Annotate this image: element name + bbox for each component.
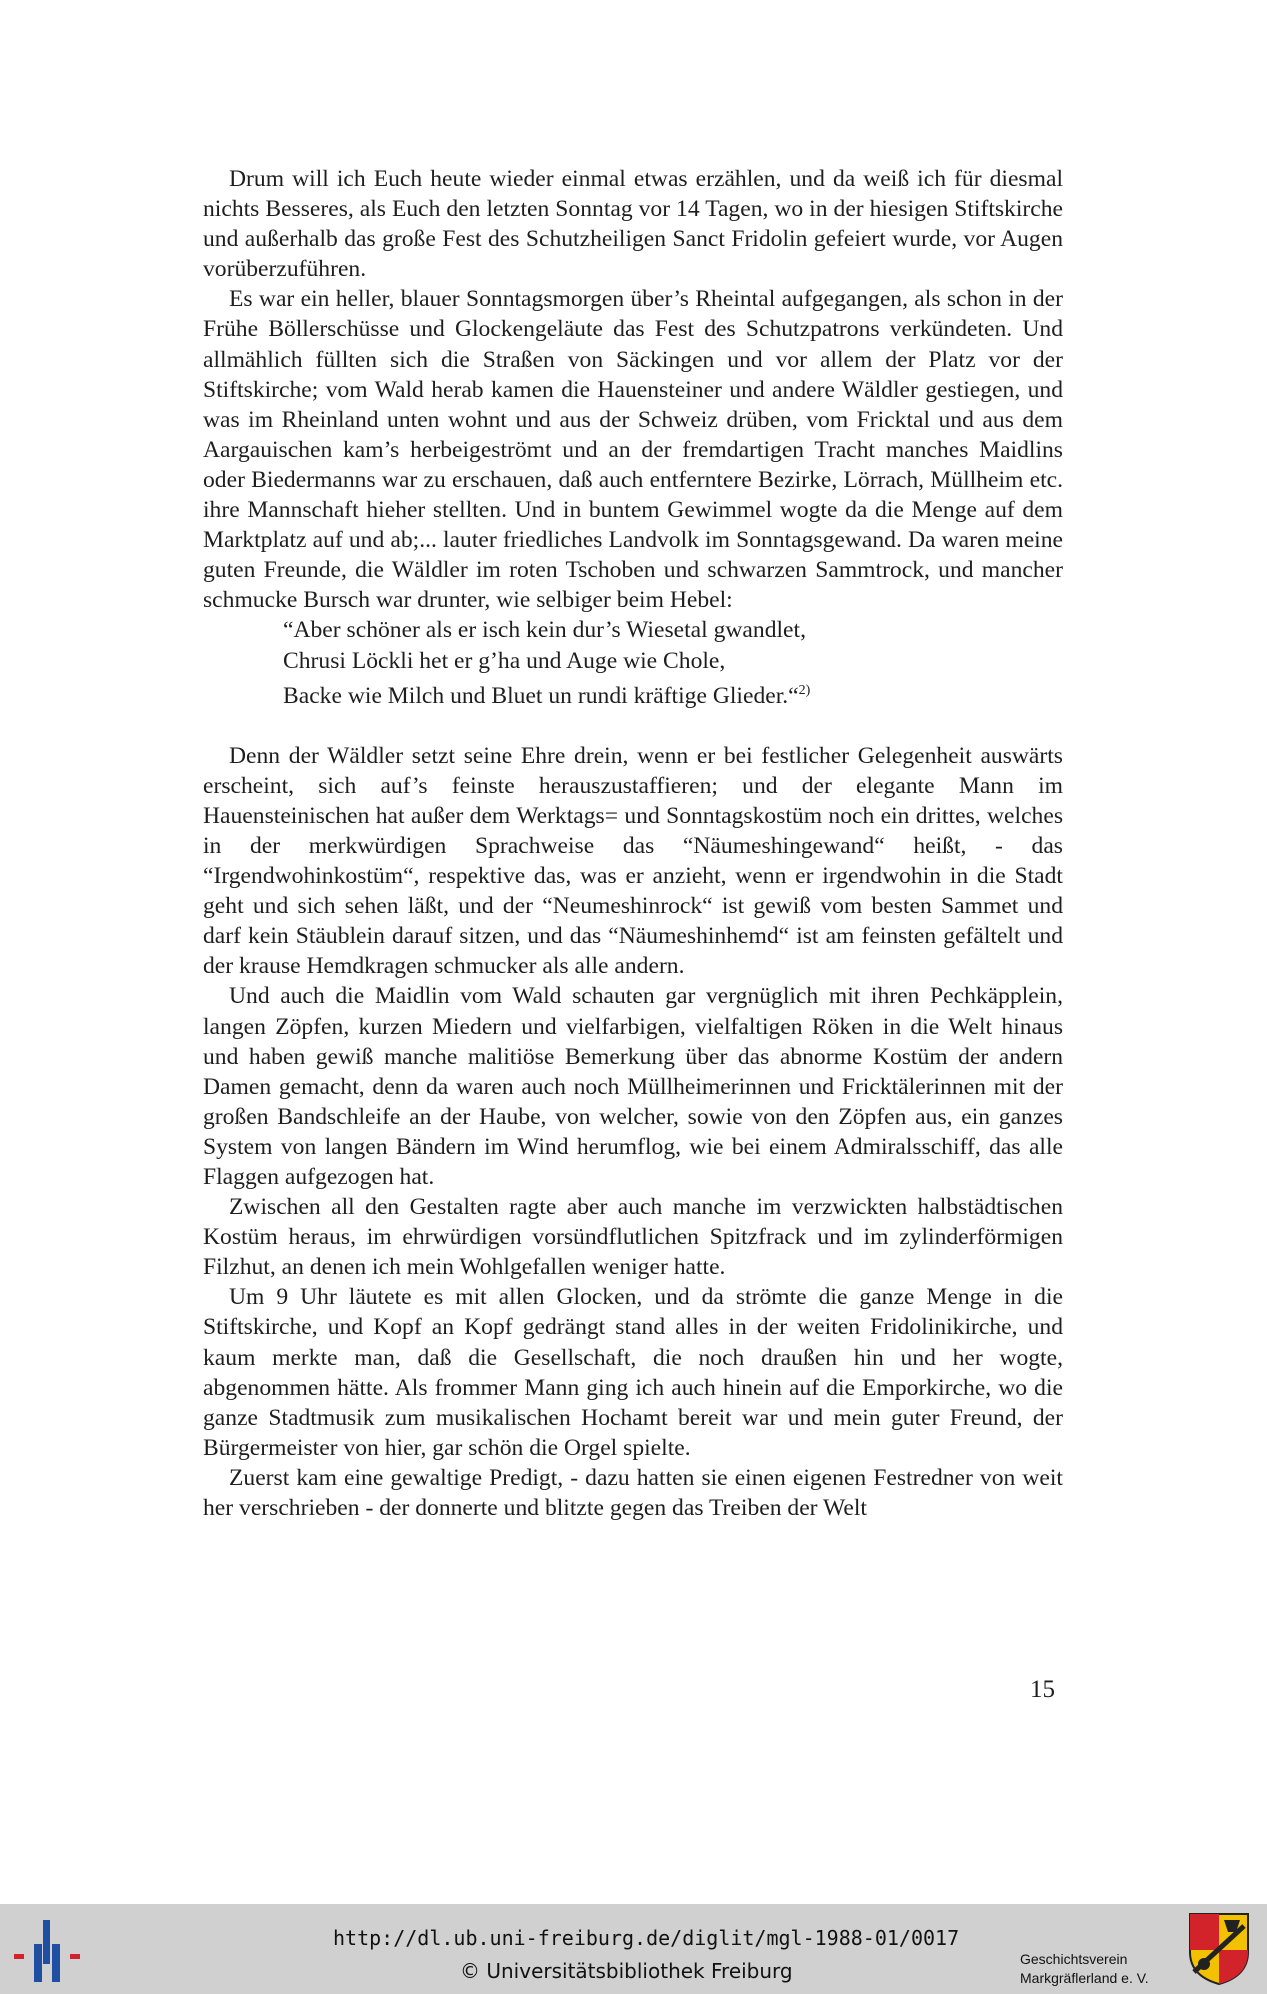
paragraph-4: Und auch die Maidlin vom Wald schauten gar vergnüglich mit ihren Pechkäpplein, langen Zöpfen, kurzen Miedern und vielfarbigen, vielfaltigen Röken in die Welt hinaus und haben gewiß manche malitiöse Bemerkung über das abnorme Kostüm der andern Damen gemacht, denn da waren auch noch Müllheimerinnen und Fricktälerinnen mit der großen Bandschleife an der Haube, von welcher, sowie von den Zöpfen aus, ein ganzes System von langen Bändern im Wind herumflog, wie bei einem Admiralsschiff, das alle Flaggen aufgezogen hat. [203, 983, 1063, 1190]
paragraph-1: Drum will ich Euch heute wieder einmal etwas erzählen, und da weiß ich für diesmal nichts Besseres, als Euch den letzten Sonntag vor 14 Tagen, wo in der hiesigen Stiftskirche und außerhalb das große Fest des Schutzheiligen Sanct Fridolin gefeiert wurde, vor Augen vorüberzuführen. [203, 166, 1063, 283]
paragraph-6: Um 9 Uhr läutete es mit allen Glocken, und da strömte die ganze Menge in die Stiftskirche, und Kopf an Kopf gedrängt stand alles in der weiten Fridolinikirche, und kaum merkte man, daß die Gesellschaft, die noch draußen hin und her wogte, abgenommen hätte. Als frommer Mann ging ich auch hinein auf die Emporkirche, wo die ganze Stadtmusik zum musikalischen Hochamt bereit war und mein guter Freund, der Bürgermeister von hier, gar schön die Orgel spielte. [203, 1284, 1063, 1461]
verse-line-1: “Aber schöner als er isch kein dur’s Wiesetal gwandlet, [283, 617, 806, 644]
paragraph-2: Es war ein heller, blauer Sonntagsmorgen über’s Rheintal aufgegangen, als schon in der Frühe Böllerschüsse und Glockengeläute das Fest des Schutzpatrons verkündeten. Und allmählich füllten sich die Straßen von Säckingen und vor allem der Platz vor der Stiftskirche; vom Wald herab kamen die Hauensteiner und andere Wäldler gestiegen, und was im Rheinland unten wohnt und aus der Schweiz drüben, vom Fricktal und aus dem Aargauischen kam’s herbeigeströmt und an der fremdartigen Tracht manches Maidlins oder Biedermanns war zu erschauen, daß auch entferntere Bezirke, Lörrach, Müllheim etc. ihre Mannschaft hieher stellten. Und in buntem Gewimmel wogte da die Menge auf dem Marktplatz auf und ab;... lauter friedliches Landvolk im Sonntagsgewand. Da waren meine guten Freunde, die Wäldler im roten Tschoben und schwarzen Sammtrock, und mancher schmucke Bursch war drunter, wie selbiger beim Hebel: [203, 286, 1063, 614]
paragraph-3: Denn der Wäldler setzt seine Ehre drein, wenn er bei festlicher Gelegenheit auswärts erscheint, sich auf’s feinste herauszustaffieren; und der elegante Mann im Hauensteinischen hat außer dem Werktags= und Sonntagskostüm noch ein drittes, welches in der merkwürdigen Sprachweise das “Näumeshingewand“ heißt, - das “Irgendwohinkostüm“, respektive das, was er anzieht, wenn er irgendwohin in die Stadt geht und sich sehen läßt, und der “Neumeshinrock“ ist gewiß vom besten Sammet und darf kein Stäublein darauf sitzen, und das “Näumeshinhemd“ ist am feinsten gefältelt und der krause Hemdkragen schmucker als alle andern. [203, 742, 1063, 980]
viewer-footer [0, 1904, 1267, 1994]
ub-freiburg-logo-icon[interactable] [12, 1914, 82, 1984]
verse-line-3 [283, 676, 1063, 711]
source-url-link[interactable]: http://dl.ub.uni-freiburg.de/diglit/mgl-1988-01/0017 [333, 1926, 960, 1950]
copyright-notice: © Universitätsbibliothek Freiburg [460, 1959, 793, 1983]
paragraph-5: Zwischen all den Gestalten ragte aber auch manche im verzwickten halbstädtischen Kostüm heraus, im ehrwürdigen vorsündflutlichen Spitzfrack und im zylinderförmigen Filzhut, an denen ich mein Wohlgefallen weniger hatte. [203, 1194, 1063, 1281]
document-body [203, 164, 1063, 1523]
verse-line-3-text: Backe wie Milch und Bluet un rundi kräftige Glieder.“ [283, 682, 799, 709]
society-name [1020, 1950, 1149, 1988]
hebel-verse [203, 615, 1063, 710]
footnote-ref[interactable]: 2) [798, 682, 811, 698]
page-number: 15 [1030, 1676, 1055, 1703]
society-line-2: Markgräflerland e. V. [1020, 1970, 1149, 1986]
verse-line-2: Chrusi Löckli het er g’ha und Auge wie Chole, [283, 647, 726, 674]
coat-of-arms-icon[interactable] [1188, 1912, 1250, 1986]
paragraph-7: Zuerst kam eine gewaltige Predigt, - dazu hatten sie einen eigenen Festredner von weit her verschrieben - der donnerte und blitzte gegen das Treiben der Welt [203, 1464, 1063, 1522]
society-line-1: Geschichtsverein [1020, 1951, 1128, 1967]
